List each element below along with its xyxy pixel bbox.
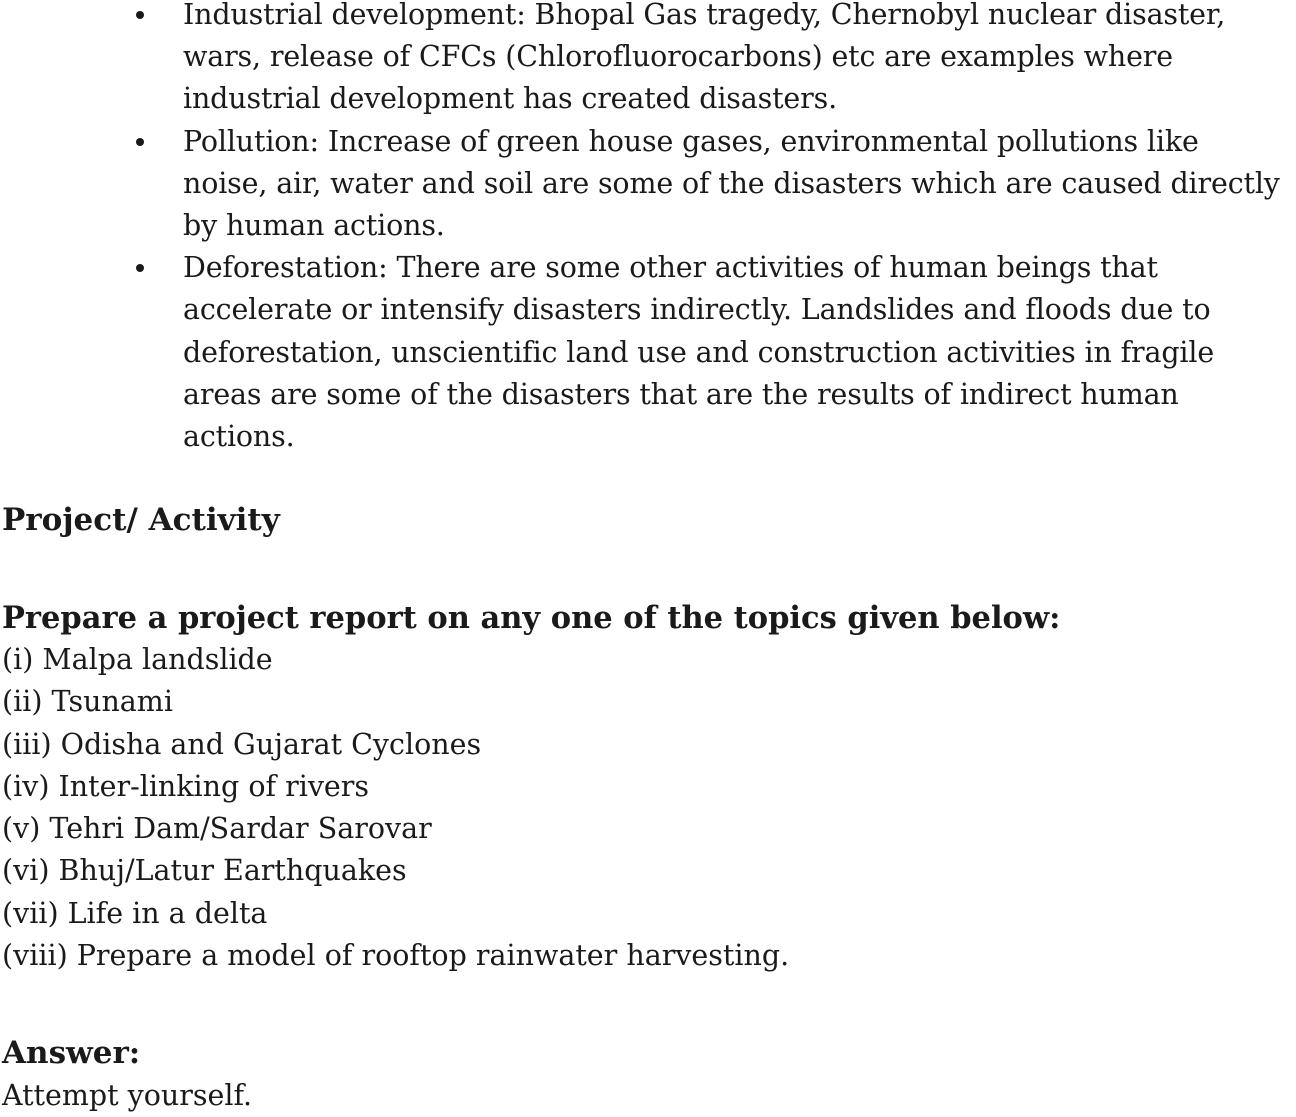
topic-item: (i) Malpa landslide [2, 643, 273, 676]
topic-item: (iv) Inter-linking of rivers [2, 769, 370, 803]
project-activity-heading: Project/ Activity [2, 502, 280, 538]
bullet-text: Industrial development: Bhopal Gas tragedy, Chernobyl nuclear disaster, wars, release of CFCs (Chlorofluorocarbons) etc are examples where industrial development has created disasters. [183, 0, 1226, 116]
topic-item: (v) Tehri Dam/Sardar Sarovar [2, 812, 432, 846]
topic-item: (iii) Odisha and Gujarat Cyclones [2, 727, 482, 761]
topic-item: (vi) Bhuj/Latur Earthquakes [2, 854, 407, 888]
topic-list [2, 639, 789, 977]
bullet-item-deforestation [0, 247, 1296, 458]
bullet-text: Pollution: Increase of green house gases, environmental pollutions like noise, air, water and soil are some of the disasters which are caused directly by human actions. [183, 124, 1280, 243]
bullet-item-industrial-development [0, 0, 1296, 121]
bullet-dot-icon [136, 264, 144, 272]
bullet-item-pollution [0, 121, 1296, 248]
answer-heading: Answer: [2, 1035, 141, 1071]
topic-item: (viii) Prepare a model of rooftop rainwater harvesting. [2, 939, 790, 973]
topic-item: (ii) Tsunami [2, 685, 173, 719]
project-instruction: Prepare a project report on any one of the topics given below: [2, 600, 1061, 636]
answer-text: Attempt yourself. [2, 1079, 253, 1112]
bullet-list [0, 0, 1296, 458]
bullet-dot-icon [136, 11, 144, 19]
topic-item: (vii) Life in a delta [2, 896, 268, 930]
bullet-dot-icon [136, 138, 144, 146]
bullet-text: Deforestation: There are some other activities of human beings that accelerate or intensify disasters indirectly. Landslides and floods due to deforestation, unscientific land use and construction activities in fragile areas are some of the disasters that are the results of indirect human actions. [183, 251, 1215, 454]
